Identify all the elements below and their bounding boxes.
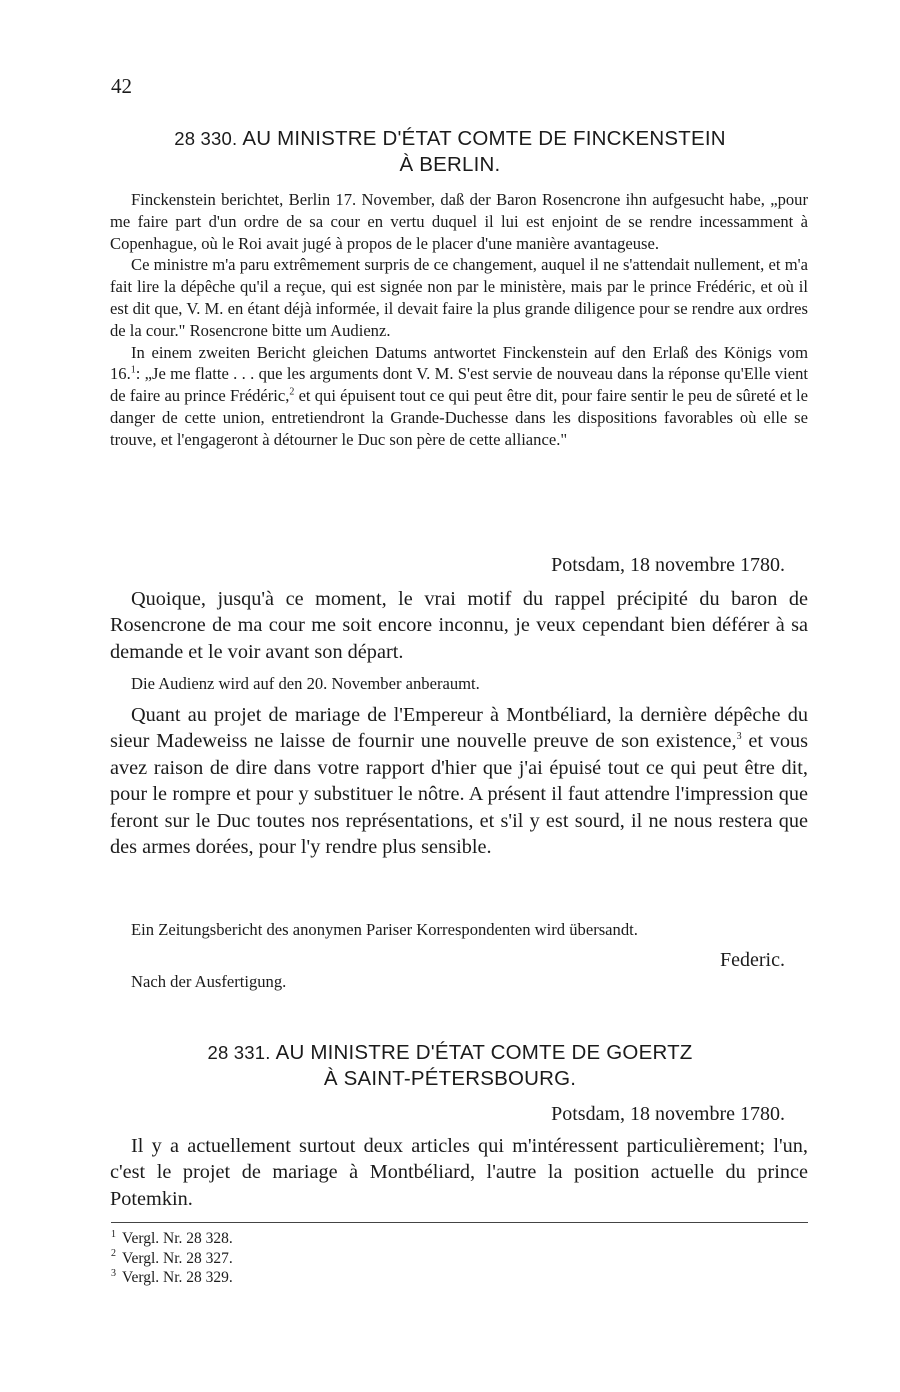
footnotes: [111, 1229, 233, 1288]
letter1-heading: [100, 126, 800, 178]
footnote-ref-3: 3: [736, 731, 742, 743]
summary-paragraph-1: Finckenstein berichtet, Berlin 17. November, daß der Baron Rosencrone ihn aufgesucht habe, „pour me faire part d'un ordre de sa cour en vertu duquel il lui est enjoint de se rendre incessamment à Copenhague, où le Roi avait jugé à propos de le placer d'une manière avantageuse.: [110, 190, 808, 253]
footnote-ref-1: 1: [130, 364, 136, 376]
summary-p3-part-c: et qui épuisent tout ce qui peut être dit, pour faire sentir le peu de sûreté et le danger de cette union, entretiendront la Grande-Duchesse dans les dispositions favorables où elle se trouve, et l'engageront à détourner le Duc son père de cette alliance.": [110, 386, 808, 449]
footnote-text: Vergl. Nr. 28 327.: [122, 1249, 233, 1267]
source-note: Nach der Ausfertigung.: [131, 972, 287, 991]
note-audienz: Die Audienz wird auf den 20. November anberaumt.: [131, 674, 480, 693]
summary-p3-part-a: In einem zweiten Bericht gleichen Datums antwortet Finckenstein auf den Erlaß des Königs vom 16.: [110, 342, 808, 384]
footnote-mark: 1: [111, 1228, 116, 1240]
letter2-title-line2: À SAINT-PÉTERSBOURG.: [323, 1067, 577, 1090]
footnote-divider: [111, 1222, 808, 1223]
footnote-text: Vergl. Nr. 28 329.: [122, 1269, 233, 1286]
footnote-mark: 2: [111, 1248, 116, 1260]
signature: Federic.: [720, 949, 785, 971]
summary-paragraph-3: [110, 342, 808, 451]
letter1-title-line1: AU MINISTRE D'ÉTAT COMTE DE FINCKENSTEIN: [242, 127, 726, 150]
letter1-date: Potsdam, 18 novembre 1780.: [551, 554, 785, 576]
summary-paragraph-2: Ce ministre m'a paru extrêmement surpris de ce changement, auquel il ne s'attendait nullement, et m'a fait lire la dépêche qu'il a reçue, qui est signée non par le ministère, mais par le prince Frédéric, et où il est dit que, V. M. en étant déjà informée, il devait faire la plus grande diligence pour se rendre aux ordres de la cour." Rosencrone bitte um Audienz.: [110, 255, 808, 340]
footnote-text: Vergl. Nr. 28 328.: [122, 1230, 233, 1247]
body-p2-part-b: et vous avez raison de dire dans votre rapport d'hier que j'ai épuisé tout ce qui peut être dit, pour le rompre et pour y substituer le nôtre. A présent il faut attendre l'impression que feront sur le Duc toutes nos représentations, et s'il y est sourd, il ne nous restera que des armes dorées, pour l'y rendre plus sensible.: [110, 730, 809, 859]
letter1-title-line2: À BERLIN.: [399, 153, 501, 176]
body-paragraph-2: [110, 702, 808, 860]
note-zeitungsbericht: Ein Zeitungsbericht des anonymen Pariser Korrespondenten wird übersandt.: [131, 920, 638, 939]
footnote-1: [111, 1229, 233, 1249]
body-p2-part-a: Quant au projet de mariage de l'Empereur à Montbéliard, la dernière dépêche du sieur Madeweiss ne laisse de fournir une nouvelle preuve de son existence,: [110, 704, 808, 753]
letter2-body: [110, 1133, 808, 1212]
letter1-number: 28 330.: [174, 128, 238, 149]
letter2-number: 28 331.: [207, 1042, 271, 1063]
footnote-mark: 3: [111, 1267, 116, 1279]
footnote-3: [111, 1268, 233, 1288]
summary-p3-part-b: : „Je me flatte . . . que les arguments dont V. M. S'est servie de nouveau dans la réponse qu'Elle vient de faire au prince Frédéric,: [110, 364, 808, 406]
letter1-body-1: [110, 586, 808, 665]
footnote-2: [111, 1249, 233, 1269]
letter2-paragraph-1: Il y a actuellement surtout deux articles qui m'intéressent particulièrement; l'un, c'est le projet de mariage à Montbéliard, l'autre la position actuelle du prince Potemkin.: [110, 1135, 808, 1210]
letter2-title-line1: AU MINISTRE D'ÉTAT COMTE DE GOERTZ: [275, 1041, 693, 1064]
letter1-summary: [110, 189, 808, 451]
footnote-ref-2: 2: [289, 386, 295, 398]
page-number: 42: [111, 74, 132, 98]
letter2-heading: [100, 1040, 800, 1092]
letter1-body-2: [110, 702, 808, 860]
letter2-date: Potsdam, 18 novembre 1780.: [551, 1103, 785, 1125]
body-paragraph-1: Quoique, jusqu'à ce moment, le vrai motif du rappel précipité du baron de Rosencrone de ma cour me soit encore inconnu, je veux cependant bien déférer à sa demande et le voir avant son départ.: [110, 588, 808, 663]
